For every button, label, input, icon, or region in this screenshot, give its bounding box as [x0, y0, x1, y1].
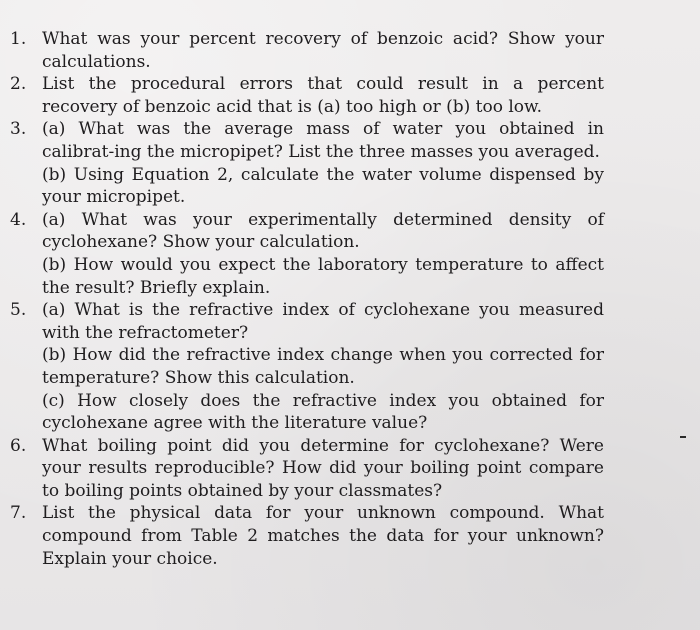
question-number: 4. [10, 209, 27, 230]
question-2 [0, 73, 604, 118]
question-6 [0, 435, 604, 503]
question-number: 7. [10, 503, 27, 524]
question-number: 1. [10, 29, 27, 49]
question-3 [0, 118, 604, 208]
question-5 [0, 299, 604, 435]
margin-mark [680, 436, 686, 438]
question-number: 6. [10, 435, 27, 456]
question-part-a: (a) What was your experimentally determined density of cyclohexane? Show your calculation. [42, 209, 604, 253]
question-text: What was your percent recovery of benzoic acid? Show your calculations. [42, 29, 604, 72]
question-list [0, 28, 700, 570]
question-4 [0, 209, 604, 299]
question-part-b: (b) How did the refractive index change when you corrected for temperature? Show this calculation. [42, 345, 604, 388]
question-number: 2. [10, 74, 27, 95]
question-text: List the physical data for your unknown compound. What compound from Table 2 matches the data for your unknown? Explain your choice. [42, 503, 604, 569]
question-number: 5. [10, 300, 27, 321]
question-text: List the procedural errors that could result in a percent recovery of benzoic acid that is (a) too high or (b) too low. [42, 74, 604, 117]
question-part-a: (a) What is the refractive index of cyclohexane you measured with the refractometer? [42, 300, 604, 343]
question-number: 3. [10, 119, 27, 140]
question-part-b: (b) How would you expect the laboratory temperature to affect the result? Briefly explain. [42, 254, 604, 298]
question-part-a: (a) What was the average mass of water you obtained in calibrat-ing the micropipet? List the three masses you averaged. [42, 119, 604, 162]
question-part-b: (b) Using Equation 2, calculate the water volume dispensed by your micropipet. [42, 164, 604, 208]
question-1 [0, 28, 604, 73]
question-7 [0, 502, 604, 570]
question-text: What boiling point did you determine for cyclohexane? Were your results reproducible? How did your boiling point compare to boiling points obtained by your classmates? [42, 435, 604, 501]
question-part-c: (c) How closely does the refractive index you obtained for cyclohexane agree with the literature value? [42, 390, 604, 434]
